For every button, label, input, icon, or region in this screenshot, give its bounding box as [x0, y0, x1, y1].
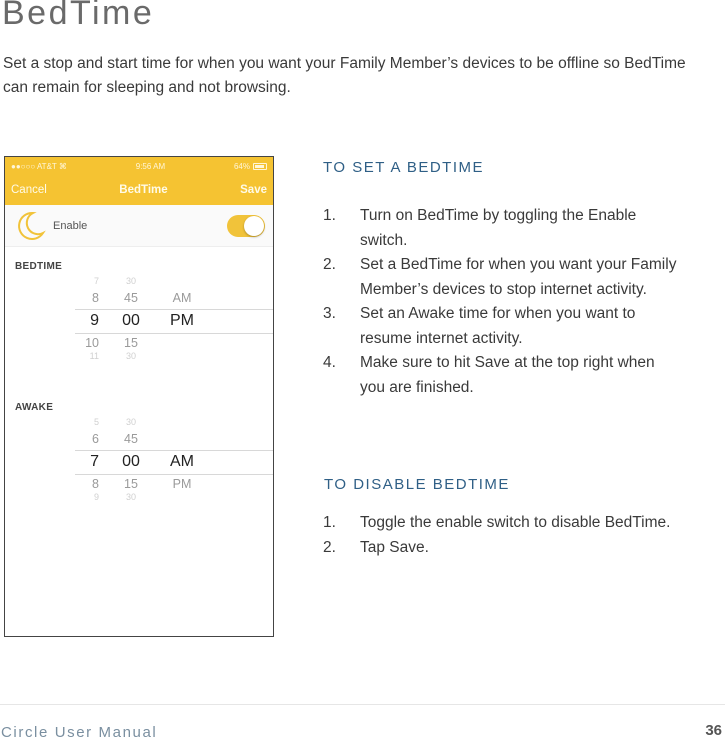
- picker-minute: 15: [124, 477, 138, 491]
- disable-bedtime-steps: [323, 511, 680, 560]
- step-item: [323, 253, 680, 302]
- picker-hour: 10: [85, 336, 99, 350]
- step-item: [323, 536, 680, 561]
- picker-minute: 30: [125, 417, 136, 427]
- picker-minute: 30: [125, 351, 136, 361]
- picker-hour: 8: [92, 477, 99, 491]
- toggle-knob: [244, 216, 264, 236]
- step-number: 1.: [323, 514, 336, 531]
- picker-period: [157, 432, 207, 446]
- disable-bedtime-heading: TO DISABLE BEDTIME: [324, 476, 510, 493]
- picker-period: PM: [172, 477, 192, 491]
- picker-row[interactable]: [5, 492, 273, 502]
- picker-period: AM: [172, 291, 192, 305]
- step-text: Toggle the enable switch to disable BedTime.: [360, 514, 671, 531]
- picker-period: [157, 492, 207, 502]
- picker-row[interactable]: [5, 477, 273, 491]
- picker-selection-line: [75, 474, 273, 475]
- picker-minute: 15: [124, 336, 138, 350]
- footer-title: Circle User Manual: [1, 724, 158, 739]
- picker-row[interactable]: [5, 432, 273, 446]
- step-text: Make sure to hit Save at the top right when you are finished.: [360, 354, 655, 396]
- picker-minute: 45: [124, 432, 138, 446]
- picker-hour: 7: [90, 453, 99, 470]
- awake-label: AWAKE: [15, 402, 54, 413]
- step-text: Turn on BedTime by toggling the Enable switch.: [360, 207, 637, 249]
- step-text: Tap Save.: [360, 538, 429, 556]
- footer-divider: [0, 704, 725, 705]
- bedtime-picker[interactable]: [5, 276, 273, 366]
- set-bedtime-heading: TO SET A BEDTIME: [323, 159, 484, 176]
- picker-selected-row[interactable]: [5, 453, 273, 471]
- enable-row: [5, 205, 273, 247]
- enable-label: Enable: [53, 219, 88, 232]
- cancel-button[interactable]: Cancel: [11, 184, 47, 196]
- picker-hour: 8: [92, 291, 99, 305]
- intro-text: Set a stop and start time for when you want your Family Member’s devices to be offline so BedTime can remain for sleeping and not browsing.: [3, 55, 686, 96]
- picker-period: [157, 417, 207, 427]
- picker-row[interactable]: [5, 336, 273, 350]
- picker-hour: 11: [89, 351, 99, 361]
- picker-hour: 5: [93, 417, 99, 427]
- awake-picker[interactable]: [5, 417, 273, 507]
- picker-period: AM: [170, 453, 194, 470]
- step-item: [323, 204, 680, 253]
- step-item: [323, 351, 680, 400]
- page-title: BedTime: [2, 0, 155, 32]
- picker-row[interactable]: [5, 417, 273, 427]
- picker-row[interactable]: [5, 276, 273, 286]
- picker-minute: 45: [124, 291, 138, 305]
- picker-minute: 00: [122, 312, 140, 329]
- picker-period: [157, 276, 207, 286]
- picker-minute: 30: [125, 492, 136, 502]
- bedtime-label: BEDTIME: [15, 261, 63, 272]
- step-text: Set a BedTime for when you want your Family Member’s devices to stop internet activity.: [360, 256, 677, 298]
- enable-toggle[interactable]: [227, 215, 265, 237]
- picker-period: PM: [170, 312, 194, 329]
- moon-icon: [13, 209, 47, 243]
- picker-selection-line: [75, 309, 273, 310]
- picker-period: [157, 351, 207, 361]
- step-item: [323, 302, 680, 351]
- status-battery: [234, 162, 267, 171]
- picker-hour: 9: [90, 312, 99, 329]
- picker-hour: 9: [93, 492, 99, 502]
- step-number: 2.: [323, 538, 336, 556]
- phone-screenshot: [4, 156, 274, 637]
- page-number: 36: [705, 722, 722, 739]
- picker-selection-line: [75, 450, 273, 451]
- picker-selected-row[interactable]: [5, 312, 273, 330]
- step-number: 3.: [323, 305, 336, 322]
- picker-hour: 7: [93, 276, 99, 286]
- save-button[interactable]: Save: [240, 184, 267, 196]
- step-number: 1.: [323, 207, 336, 224]
- picker-row[interactable]: [5, 291, 273, 305]
- picker-period: [157, 336, 207, 350]
- step-item: [323, 511, 680, 536]
- picker-minute: 00: [122, 453, 140, 470]
- status-carrier: ●●○○○ AT&T ⌘: [11, 161, 67, 171]
- nav-title: BedTime: [119, 184, 168, 196]
- step-text: Set an Awake time for when you want to resume internet activity.: [360, 305, 636, 347]
- battery-icon: [253, 163, 267, 170]
- picker-hour: 6: [92, 432, 99, 446]
- set-bedtime-steps: [323, 204, 680, 400]
- picker-row[interactable]: [5, 351, 273, 361]
- nav-bar: [5, 175, 273, 205]
- step-number: 2.: [323, 256, 336, 273]
- step-number: 4.: [323, 354, 336, 371]
- status-bar: [5, 157, 273, 175]
- status-time: 9:56 AM: [135, 161, 166, 171]
- picker-selection-line: [75, 333, 273, 334]
- battery-percent: 64%: [233, 161, 250, 171]
- picker-minute: 30: [125, 276, 136, 286]
